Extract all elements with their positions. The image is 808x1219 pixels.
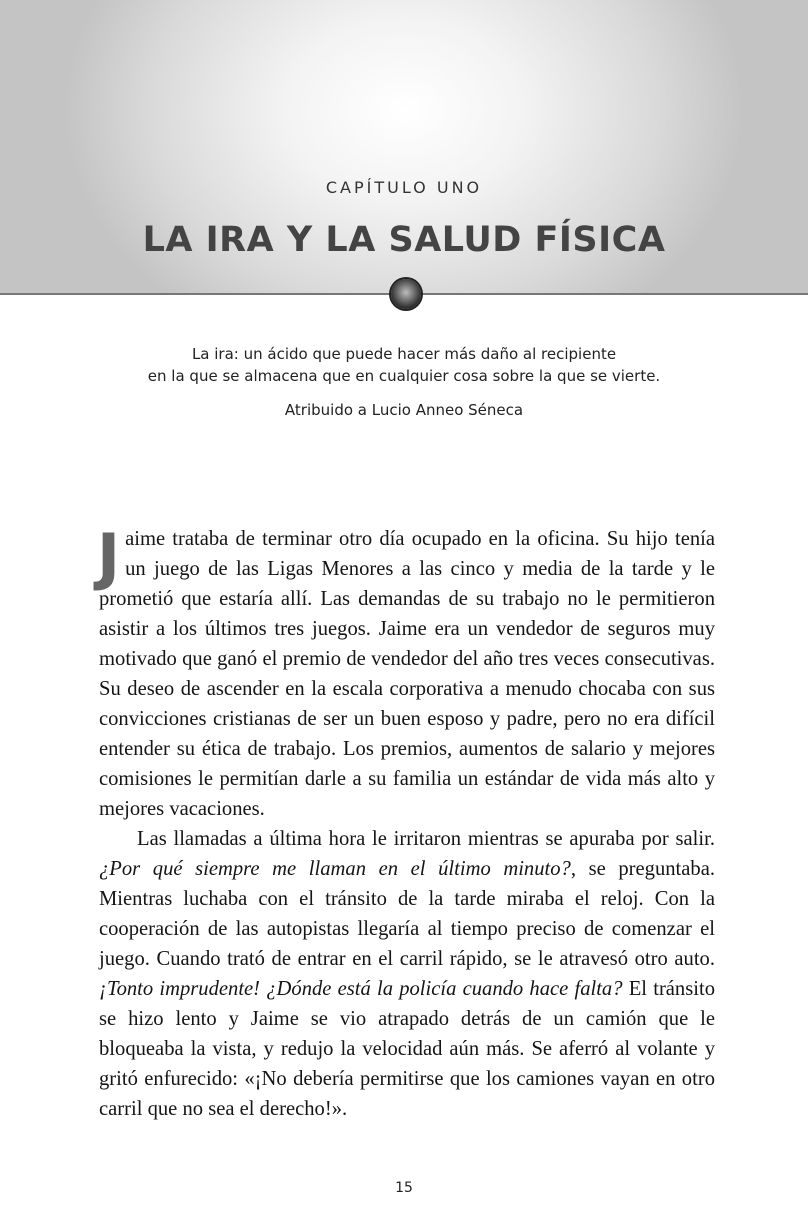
paragraph-2-text-e: El tránsito se hizo lento y Jaime se vio atrapado detrás de un camión que le bloqueaba la vista, y redujo la velocidad aún más. Se aferró al volante y gritó enfurecido: «¡No debería permitirse que los camiones vayan en otro carril que no sea el derecho!». bbox=[99, 978, 715, 1120]
paragraph-2-thought-2: ¡Tonto imprudente! ¿Dónde está la policía cuando hace falta? bbox=[99, 978, 623, 1000]
chapter-title: LA IRA Y LA SALUD FÍSICA bbox=[142, 220, 666, 260]
paragraph-2-text-c: , se preguntaba. Mientras luchaba con el tránsito de la tarde miraba el reloj. Con la cooperación de las autopistas llegaría al tiempo preciso de comenzar el juego. Cuando trató de entrar en el carril rápido, se le atravesó otro auto. bbox=[99, 858, 716, 970]
paragraph-1 bbox=[97, 520, 715, 824]
page-number: 15 bbox=[395, 1180, 413, 1196]
epigraph-line-2: en la que se almacena que en cualquier cosa sobre la que se vierte. bbox=[147, 367, 661, 385]
epigraph-line-1: La ira: un ácido que puede hacer más daño al recipiente bbox=[191, 345, 617, 363]
paragraph-1-text: aime trataba de terminar otro día ocupado en la oficina. Su hijo tenía un juego de las Ligas Menores a las cinco y media de la tarde y le prometió que estaría allí. Las demandas de su trabajo no le permitieron asistir a los últimos tres juegos. Jaime era un vendedor de seguros muy motivado que ganó el premio de vendedor del año tres veces consecutivas. Su deseo de ascender en la escala corporativa a menudo chocaba con sus convicciones cristianas de ser un buen esposo y padre, pero no era difícil entender su ética de trabajo. Los premios, aumentos de salario y mejores comisiones le permitían darle a su familia un estándar de vida más alto y mejores vacaciones. bbox=[99, 528, 715, 820]
epigraph-attribution: Atribuido a Lucio Anneo Séneca bbox=[284, 401, 524, 419]
drop-cap: J bbox=[97, 520, 121, 593]
epigraph bbox=[0, 343, 808, 387]
paragraph-2-text-a: Las llamadas a última hora le irritaron mientras se apuraba por salir. bbox=[137, 828, 715, 850]
circle-ornament-icon bbox=[391, 279, 421, 309]
body-text bbox=[97, 520, 716, 1124]
paragraph-2 bbox=[99, 824, 715, 1124]
paragraph-2-thought-1: ¿Por qué siempre me llaman en el último minuto? bbox=[99, 858, 571, 880]
chapter-label: CAPÍTULO UNO bbox=[325, 178, 483, 197]
